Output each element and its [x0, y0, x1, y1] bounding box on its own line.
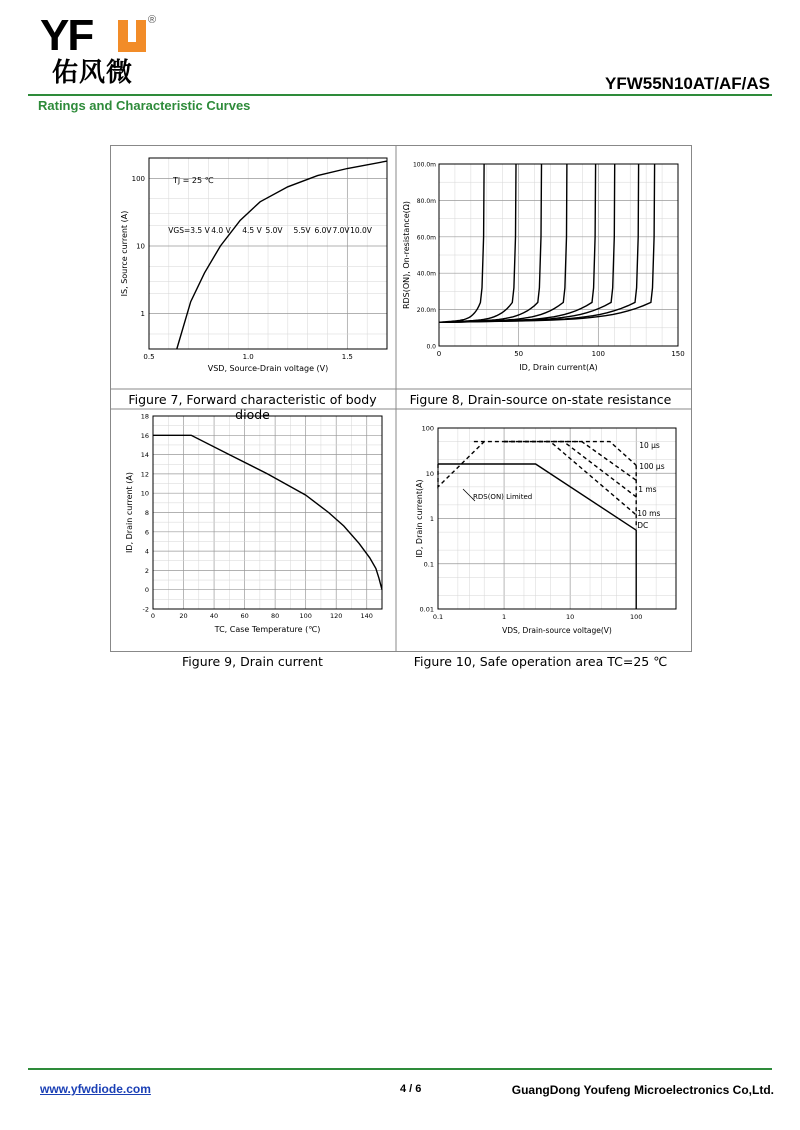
- fig8-curve-label: 4.0 V: [211, 226, 231, 235]
- fig7-ytick: 1: [140, 310, 145, 319]
- fig8-curve-label: VGS=3.5 V: [168, 226, 210, 235]
- fig9-xtick: 120: [329, 612, 343, 620]
- fig8-curve-label: 4.5 V: [242, 226, 262, 235]
- fig10-curve-label: 10 ms: [637, 509, 661, 518]
- figure-9-caption: Figure 9, Drain current: [182, 654, 323, 669]
- fig10-curve-label: DC: [637, 521, 649, 530]
- fig9-xtick: 60: [240, 612, 249, 620]
- fig10-dc-line: [438, 464, 636, 609]
- fig9-xtick: 40: [209, 612, 219, 620]
- fig8-curve-label: 6.0V: [314, 226, 332, 235]
- fig8-xtick: 150: [671, 350, 685, 358]
- fig8-xtick: 100: [591, 350, 606, 358]
- fig8-ytick: 80.0m: [416, 197, 436, 205]
- fig7-xtick: 1.0: [242, 353, 254, 361]
- figure-7-caption: Figure 7, Forward characteristic of body diode: [128, 392, 377, 422]
- fig9-ytick: 0: [144, 586, 149, 595]
- fig8-ylabel: RDS(ON), On-resistance(Ω): [402, 200, 411, 310]
- fig7-annotation: Tj = 25 ℃: [173, 176, 214, 185]
- fig8-ytick: 100.0m: [412, 161, 436, 169]
- fig9-ytick: 8: [144, 509, 149, 517]
- company-logo: [40, 11, 170, 90]
- fig10-ytick: 0.01: [419, 605, 434, 614]
- fig10-ytick: 100: [421, 424, 434, 433]
- fig10-curve-label: 1 ms: [638, 485, 657, 494]
- fig9-ytick: 6: [144, 528, 149, 537]
- fig9-ytick: 2: [144, 566, 149, 575]
- fig8-curve-label: 7.0V: [332, 226, 350, 235]
- fig8-curve-2: [439, 164, 542, 322]
- fig10-annotation: RDS(ON) Limited: [473, 493, 533, 501]
- fig9-ytick: 12: [140, 470, 149, 479]
- fig8-curve-label: 5.5V: [293, 226, 311, 235]
- fig10-ytick: 1: [429, 515, 434, 523]
- fig8-curve-5: [439, 164, 615, 322]
- fig9-ytick: 18: [140, 412, 149, 421]
- fig9-ytick: 4: [144, 547, 149, 556]
- fig10-curve-label: 10 μs: [639, 441, 660, 450]
- fig7-ylabel: IS, Source current (A): [120, 210, 129, 297]
- fig7-xlabel: VSD, Source-Drain voltage (V): [207, 364, 329, 373]
- company-name: GuangDong Youfeng Microelectronics Co,Ltd.: [511, 1083, 774, 1097]
- fig8-curve-label: 10.0V: [350, 226, 372, 235]
- fig9-ytick: 16: [140, 431, 149, 440]
- registered-mark: ®: [148, 14, 157, 26]
- fig9-xtick: 140: [360, 612, 373, 620]
- website-link[interactable]: www.yfwdiode.com: [40, 1082, 151, 1096]
- fig9-xlabel: TC, Case Temperature (℃): [214, 625, 321, 634]
- fig10-ytick: 0.1: [423, 560, 434, 569]
- fig8-ytick: 20.0m: [416, 307, 436, 315]
- fig7-ytick: 100: [131, 174, 145, 183]
- fig10-xtick: 10: [566, 613, 575, 621]
- fig8-curve-1: [439, 164, 516, 322]
- fig9-ytick: -2: [142, 605, 149, 614]
- fig7-ytick: 10: [136, 242, 145, 251]
- fig8-curve-7: [439, 164, 655, 322]
- figure-10-caption: Figure 10, Safe operation area TC=25 ℃: [413, 654, 668, 669]
- fig10-xlabel: VDS, Drain-source voltage(V): [502, 626, 612, 635]
- fig10-xtick: 0.1: [432, 613, 444, 621]
- fig9-xtick: 20: [179, 612, 188, 620]
- fig9-ytick: 14: [140, 451, 149, 460]
- fig10-curve-label: 100 μs: [639, 462, 665, 471]
- figure-8-caption: Figure 8, Drain-source on-state resistance: [409, 392, 672, 407]
- fig8-curve-4: [439, 164, 596, 322]
- fig8-ytick: 40.0m: [416, 270, 436, 278]
- footer-rule: [28, 1068, 772, 1070]
- fig10-ylabel: ID, Drain current(A): [415, 479, 424, 558]
- fig9-xtick: 80: [270, 612, 280, 620]
- fig9-ylabel: ID, Drain current (A): [125, 472, 134, 553]
- fig10-xtick: 1: [502, 613, 507, 621]
- header-rule: [28, 94, 772, 96]
- fig8-xlabel: ID, Drain current(A): [519, 363, 598, 372]
- part-number: YFW55N10AT/AF/AS: [605, 74, 770, 93]
- fig8-ytick: 60.0m: [416, 234, 436, 242]
- fig10-ytick: 10: [425, 469, 434, 478]
- page-number: 4 / 6: [400, 1083, 422, 1095]
- fig8-xtick: 50: [514, 350, 524, 358]
- fig9-ytick: 10: [140, 489, 149, 498]
- fig9-xtick: 100: [299, 612, 312, 620]
- section-title: Ratings and Characteristic Curves: [38, 98, 251, 113]
- fig9-xtick: 0: [150, 612, 156, 620]
- fig10-xtick: 100: [630, 613, 643, 621]
- logo-letters: YF: [40, 11, 93, 60]
- fig7-xtick: 1.5: [341, 353, 353, 361]
- logo-u-mark: [116, 18, 148, 54]
- fig7-xtick: 0.5: [143, 353, 155, 361]
- fig8-ytick: 0.0: [426, 343, 436, 351]
- logo-chinese: 佑风微: [52, 58, 134, 88]
- fig8-curve-label: 5.0V: [265, 226, 283, 235]
- fig8-curve-0: [439, 164, 484, 322]
- fig8-xtick: 0: [436, 350, 442, 358]
